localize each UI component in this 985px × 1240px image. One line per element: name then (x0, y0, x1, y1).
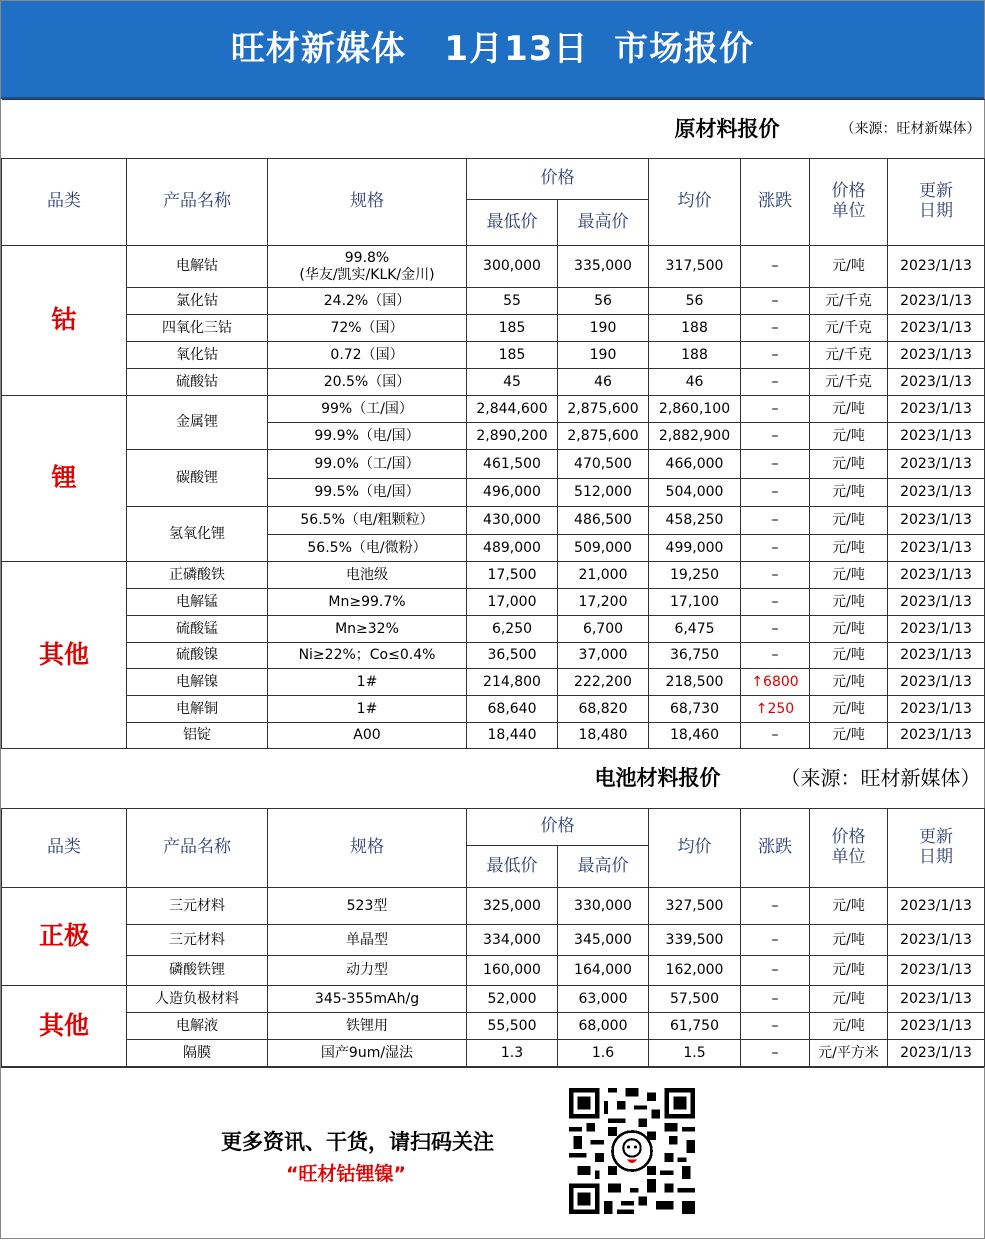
product-spec: 20.5%（国） (268, 369, 467, 396)
avg-price: 17,100 (649, 589, 741, 616)
product-spec: 铁锂用 (268, 1013, 467, 1040)
low-price: 185 (467, 315, 558, 342)
product-name: 碳酸锂 (127, 450, 268, 507)
update-date: 2023/1/13 (888, 956, 985, 986)
product-name: 四氧化三钴 (127, 315, 268, 342)
table-row (2, 246, 985, 288)
price-unit: 元/吨 (810, 562, 888, 589)
update-date: 2023/1/13 (888, 925, 985, 956)
low-price: 325,000 (467, 888, 558, 925)
price-unit: 元/吨 (810, 589, 888, 616)
update-date: 2023/1/13 (888, 423, 985, 450)
low-price: 2,844,600 (467, 396, 558, 423)
avg-price: 46 (649, 369, 741, 396)
high-price: 345,000 (558, 925, 649, 956)
product-name: 电解铜 (127, 696, 268, 723)
product-spec: 1# (268, 669, 467, 696)
product-name: 电解钴 (127, 246, 268, 288)
price-unit: 元/吨 (810, 246, 888, 288)
battery-materials-table (1, 748, 985, 1067)
table-row (2, 288, 985, 315)
update-date: 2023/1/13 (888, 479, 985, 507)
footer (1, 1067, 984, 1240)
update-date: 2023/1/13 (888, 369, 985, 396)
product-spec: 国产9um/湿法 (268, 1040, 467, 1067)
price-unit: 元/千克 (810, 342, 888, 369)
product-spec: Ni≥22%；Co≤0.4% (268, 643, 467, 669)
price-change: – (741, 925, 810, 956)
low-price: 334,000 (467, 925, 558, 956)
high-price: 512,000 (558, 479, 649, 507)
low-price: 185 (467, 342, 558, 369)
price-unit: 元/吨 (810, 616, 888, 643)
product-name: 正磷酸铁 (127, 562, 268, 589)
price-unit: 元/吨 (810, 479, 888, 507)
header-category: 品类 (2, 809, 127, 888)
price-change: – (741, 1040, 810, 1067)
low-price: 17,000 (467, 589, 558, 616)
price-change: – (741, 1013, 810, 1040)
high-price: 63,000 (558, 986, 649, 1013)
high-price: 330,000 (558, 888, 649, 925)
low-price: 160,000 (467, 956, 558, 986)
battery-source-note: （来源：旺材新媒体） (741, 749, 985, 809)
table-row (2, 450, 985, 479)
update-date: 2023/1/13 (888, 643, 985, 669)
table-row (2, 589, 985, 616)
price-unit: 元/吨 (810, 450, 888, 479)
table-row (2, 1013, 985, 1040)
high-price: 486,500 (558, 507, 649, 535)
low-price: 496,000 (467, 479, 558, 507)
update-date: 2023/1/13 (888, 986, 985, 1013)
price-unit: 元/吨 (810, 535, 888, 562)
avg-price: 317,500 (649, 246, 741, 288)
low-price: 1.3 (467, 1040, 558, 1067)
low-price: 214,800 (467, 669, 558, 696)
product-name: 人造负极材料 (127, 986, 268, 1013)
high-price: 164,000 (558, 956, 649, 986)
product-spec: 电池级 (268, 562, 467, 589)
price-change: – (741, 450, 810, 479)
raw-materials-table (1, 99, 985, 749)
price-unit: 元/吨 (810, 507, 888, 535)
price-unit: 元/吨 (810, 925, 888, 956)
high-price: 6,700 (558, 616, 649, 643)
high-price: 335,000 (558, 246, 649, 288)
product-spec: 56.5%（电/粗颗粒） (268, 507, 467, 535)
high-price: 46 (558, 369, 649, 396)
header-date: 更新 日期 (888, 159, 985, 246)
raw-source-note: （来源：旺材新媒体） (810, 100, 985, 159)
update-date: 2023/1/13 (888, 315, 985, 342)
product-spec: 单晶型 (268, 925, 467, 956)
update-date: 2023/1/13 (888, 535, 985, 562)
low-price: 18,440 (467, 723, 558, 749)
high-price: 190 (558, 342, 649, 369)
low-price: 36,500 (467, 643, 558, 669)
high-price: 190 (558, 315, 649, 342)
footer-follow-text: 更多资讯、干货，请扫码关注 (221, 1130, 494, 1154)
header-date: 更新 日期 (888, 809, 985, 888)
header-low-price: 最低价 (467, 200, 558, 246)
price-change: – (741, 888, 810, 925)
price-unit: 元/吨 (810, 986, 888, 1013)
header-average: 均价 (649, 809, 741, 888)
product-name: 金属锂 (127, 396, 268, 450)
header-price: 价格 (467, 159, 649, 200)
high-price: 470,500 (558, 450, 649, 479)
low-price: 461,500 (467, 450, 558, 479)
avg-price: 36,750 (649, 643, 741, 669)
low-price: 300,000 (467, 246, 558, 288)
high-price: 68,000 (558, 1013, 649, 1040)
update-date: 2023/1/13 (888, 1013, 985, 1040)
product-spec: 24.2%（国） (268, 288, 467, 315)
product-spec: 99.9%（电/国） (268, 423, 467, 450)
product-spec: 72%（国） (268, 315, 467, 342)
update-date: 2023/1/13 (888, 246, 985, 288)
product-spec: Mn≥99.7% (268, 589, 467, 616)
high-price: 2,875,600 (558, 396, 649, 423)
avg-price: 188 (649, 315, 741, 342)
price-unit: 元/平方米 (810, 1040, 888, 1067)
high-price: 222,200 (558, 669, 649, 696)
product-spec: 99.5%（电/国） (268, 479, 467, 507)
high-price: 1.6 (558, 1040, 649, 1067)
product-spec: 99.8% (华友/凯实/KLK/金川) (268, 246, 467, 288)
price-change: – (741, 562, 810, 589)
product-name: 铝锭 (127, 723, 268, 749)
update-date: 2023/1/13 (888, 342, 985, 369)
price-unit: 元/吨 (810, 696, 888, 723)
header-price: 价格 (467, 809, 649, 846)
price-change: – (741, 589, 810, 616)
product-name: 氯化钴 (127, 288, 268, 315)
avg-price: 218,500 (649, 669, 741, 696)
price-unit: 元/吨 (810, 956, 888, 986)
header-spec: 规格 (268, 809, 467, 888)
product-spec: 56.5%（电/微粉） (268, 535, 467, 562)
product-name: 氢氧化锂 (127, 507, 268, 562)
price-change: – (741, 315, 810, 342)
table-row (2, 723, 985, 749)
price-change: – (741, 479, 810, 507)
product-spec: 523型 (268, 888, 467, 925)
product-name: 三元材料 (127, 925, 268, 956)
avg-price: 6,475 (649, 616, 741, 643)
price-unit: 元/吨 (810, 423, 888, 450)
table-row (2, 888, 985, 925)
price-change: – (741, 535, 810, 562)
avg-price: 18,460 (649, 723, 741, 749)
product-name: 氧化钴 (127, 342, 268, 369)
high-price: 2,875,600 (558, 423, 649, 450)
table-row (2, 562, 985, 589)
product-name: 三元材料 (127, 888, 268, 925)
header-change: 涨跌 (741, 159, 810, 246)
header-high-price: 最高价 (558, 200, 649, 246)
product-name: 硫酸锰 (127, 616, 268, 643)
high-price: 37,000 (558, 643, 649, 669)
price-unit: 元/吨 (810, 1013, 888, 1040)
update-date: 2023/1/13 (888, 396, 985, 423)
qr-code-icon[interactable] (569, 1088, 695, 1214)
update-date: 2023/1/13 (888, 589, 985, 616)
table-row (2, 986, 985, 1013)
high-price: 18,480 (558, 723, 649, 749)
avg-price: 327,500 (649, 888, 741, 925)
product-name: 电解锰 (127, 589, 268, 616)
battery-section-title: 电池材料报价 (268, 749, 741, 809)
avg-price: 19,250 (649, 562, 741, 589)
table-row (2, 925, 985, 956)
price-change: – (741, 369, 810, 396)
price-unit: 元/吨 (810, 643, 888, 669)
header-low-price: 最低价 (467, 846, 558, 888)
low-price: 68,640 (467, 696, 558, 723)
product-name: 隔膜 (127, 1040, 268, 1067)
price-change: – (741, 956, 810, 986)
avg-price: 2,882,900 (649, 423, 741, 450)
price-change: – (741, 246, 810, 288)
price-unit: 元/千克 (810, 315, 888, 342)
header-category: 品类 (2, 159, 127, 246)
table-row (2, 396, 985, 423)
price-unit: 元/千克 (810, 288, 888, 315)
high-price: 509,000 (558, 535, 649, 562)
product-name: 电解液 (127, 1013, 268, 1040)
high-price: 21,000 (558, 562, 649, 589)
header-change: 涨跌 (741, 809, 810, 888)
update-date: 2023/1/13 (888, 450, 985, 479)
low-price: 430,000 (467, 507, 558, 535)
low-price: 2,890,200 (467, 423, 558, 450)
price-change: – (741, 507, 810, 535)
product-spec: 99%（工/国） (268, 396, 467, 423)
high-price: 56 (558, 288, 649, 315)
category-cobalt: 钴 (2, 246, 127, 396)
header-unit: 价格 单位 (810, 809, 888, 888)
avg-price: 466,000 (649, 450, 741, 479)
update-date: 2023/1/13 (888, 723, 985, 749)
table-row (2, 616, 985, 643)
price-unit: 元/吨 (810, 396, 888, 423)
product-spec: 345-355mAh/g (268, 986, 467, 1013)
avg-price: 2,860,100 (649, 396, 741, 423)
product-spec: A00 (268, 723, 467, 749)
banner-title: 旺材新媒体 1月13日 市场报价 (1, 1, 984, 99)
table-row (2, 369, 985, 396)
price-change: – (741, 723, 810, 749)
avg-price: 61,750 (649, 1013, 741, 1040)
table-row (2, 1040, 985, 1067)
high-price: 17,200 (558, 589, 649, 616)
update-date: 2023/1/13 (888, 669, 985, 696)
avg-price: 188 (649, 342, 741, 369)
update-date: 2023/1/13 (888, 888, 985, 925)
table-row (2, 315, 985, 342)
product-spec: 1# (268, 696, 467, 723)
price-change: – (741, 643, 810, 669)
avg-price: 339,500 (649, 925, 741, 956)
price-change: – (741, 342, 810, 369)
update-date: 2023/1/13 (888, 288, 985, 315)
raw-section-title: 原材料报价 (268, 100, 810, 159)
update-date: 2023/1/13 (888, 1040, 985, 1067)
low-price: 17,500 (467, 562, 558, 589)
avg-price: 499,000 (649, 535, 741, 562)
category-lithium: 锂 (2, 396, 127, 562)
price-change: – (741, 423, 810, 450)
header-high-price: 最高价 (558, 846, 649, 888)
price-change: – (741, 616, 810, 643)
product-name: 硫酸钴 (127, 369, 268, 396)
avg-price: 57,500 (649, 986, 741, 1013)
header-average: 均价 (649, 159, 741, 246)
update-date: 2023/1/13 (888, 696, 985, 723)
price-unit: 元/吨 (810, 669, 888, 696)
avg-price: 162,000 (649, 956, 741, 986)
avg-price: 56 (649, 288, 741, 315)
category-other-battery: 其他 (2, 986, 127, 1067)
avg-price: 1.5 (649, 1040, 741, 1067)
update-date: 2023/1/13 (888, 562, 985, 589)
table-row (2, 956, 985, 986)
product-spec: Mn≥32% (268, 616, 467, 643)
header-unit: 价格 单位 (810, 159, 888, 246)
avg-price: 68,730 (649, 696, 741, 723)
product-spec: 0.72（国） (268, 342, 467, 369)
price-change: ↑250 (741, 696, 810, 723)
table-row (2, 507, 985, 535)
avg-price: 504,000 (649, 479, 741, 507)
avg-price: 458,250 (649, 507, 741, 535)
update-date: 2023/1/13 (888, 507, 985, 535)
table-row (2, 643, 985, 669)
price-unit: 元/千克 (810, 369, 888, 396)
product-spec: 动力型 (268, 956, 467, 986)
product-spec: 99.0%（工/国） (268, 450, 467, 479)
table-row (2, 669, 985, 696)
table-row (2, 696, 985, 723)
category-other: 其他 (2, 562, 127, 749)
header-spec: 规格 (268, 159, 467, 246)
price-change: – (741, 396, 810, 423)
low-price: 6,250 (467, 616, 558, 643)
low-price: 55 (467, 288, 558, 315)
low-price: 52,000 (467, 986, 558, 1013)
product-name: 磷酸铁锂 (127, 956, 268, 986)
price-unit: 元/吨 (810, 723, 888, 749)
high-price: 68,820 (558, 696, 649, 723)
product-name: 硫酸镍 (127, 643, 268, 669)
price-change: ↑6800 (741, 669, 810, 696)
category-cathode: 正极 (2, 888, 127, 986)
update-date: 2023/1/13 (888, 616, 985, 643)
low-price: 55,500 (467, 1013, 558, 1040)
product-name: 电解镍 (127, 669, 268, 696)
header-product-name: 产品名称 (127, 159, 268, 246)
low-price: 45 (467, 369, 558, 396)
header-product-name: 产品名称 (127, 809, 268, 888)
price-unit: 元/吨 (810, 888, 888, 925)
footer-account-name: “旺材钴锂镍” (286, 1163, 406, 1185)
table-row (2, 342, 985, 369)
low-price: 489,000 (467, 535, 558, 562)
price-change: – (741, 986, 810, 1013)
price-change: – (741, 288, 810, 315)
